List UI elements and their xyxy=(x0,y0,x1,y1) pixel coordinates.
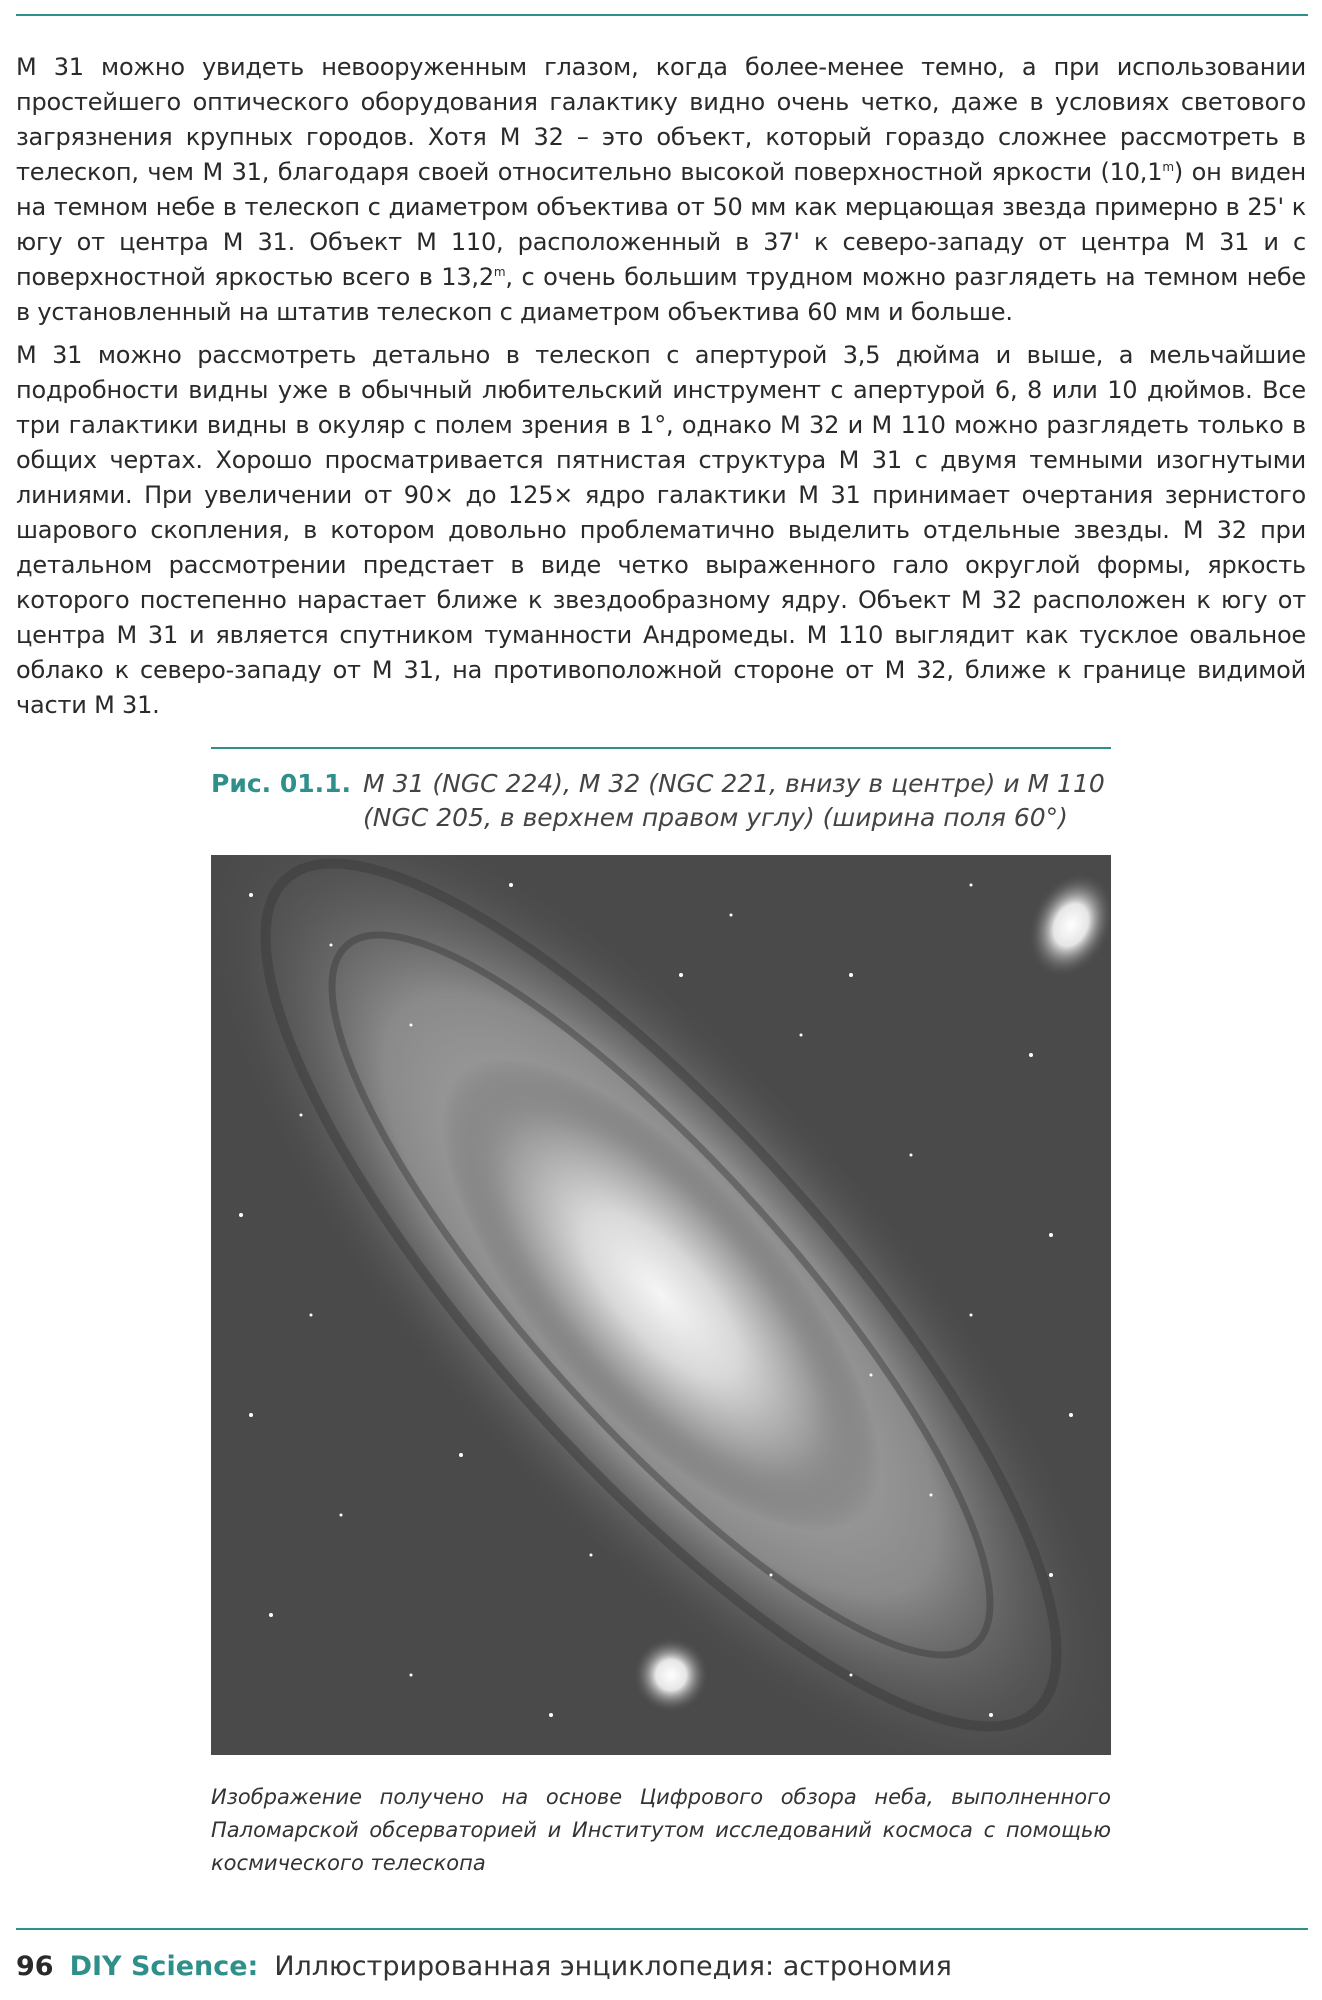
figure-caption xyxy=(211,767,1111,835)
paragraph-1-part-c: , с очень большим трудном можно разглядеть на темном небе в установленный на штатив телескоп с диаметром объектива 60 мм и больше. xyxy=(16,263,1306,326)
paragraph-1-part-b: ) он виден на темном небе в телескоп с диаметром объектива от 50 мм как мерцающая звезда примерно в 25' к югу от центра М 31. Объект М 110, расположенный в 37' к северо-западу от центра М 31 и с поверхностной яркостью всего в 13,2 xyxy=(16,158,1306,291)
galaxy-photo xyxy=(211,855,1111,1755)
book-title: Иллюстрированная энциклопедия: астрономия xyxy=(274,1951,952,1982)
paragraph-1-part-a: М 31 можно увидеть невооруженным глазом, когда более-менее темно, а при использовании простейшего оптического оборудования галактику видно очень четко, даже в условиях светового загрязнения крупных городов. Хотя М 32 – это объект, который гораздо сложнее рассмотреть в телескоп, чем М 31, благодаря своей относительно высокой поверхностной яркости (10,1 xyxy=(16,53,1306,186)
figure xyxy=(211,747,1111,1880)
figure-title: M 31 (NGC 224), M 32 (NGC 221, внизу в центре) и M 110 (NGC 205, в верхнем правом углу) (ширина поля 60°) xyxy=(363,769,1105,832)
page-number: 96 xyxy=(16,1951,54,1982)
figure-number: Рис. 01.1. xyxy=(211,769,352,798)
paragraph-1 xyxy=(16,50,1306,330)
top-rule xyxy=(16,14,1308,16)
paragraph-2: М 31 можно рассмотреть детально в телескоп с апертурой 3,5 дюйма и выше, а мельчайшие подробности видны уже в обычный любительский инструмент с апертурой 6, 8 или 10 дюймов. Все три галактики видны в окуляр с полем зрения в 1°, однако М 32 и М 110 можно разглядеть только в общих чертах. Хорошо просматривается пятнистая структура М 31 с двумя темными изогнутыми линиями. При увеличении от 90× до 125× ядро галактики М 31 принимает очертания зернистого шарового скопления, в котором довольно проблематично выделить отдельные звезды. М 32 при детальном рассмотрении предстает в виде четко выраженного гало округлой формы, яркость которого постепенно нарастает ближе к звездообразному ядру. Объект М 32 расположен к югу от центра М 31 и является спутником туманности Андромеды. М 110 выглядит как тусклое овальное облако к северо-западу от М 31, на противоположной стороне от М 32, ближе к границе видимой части М 31. xyxy=(16,341,1306,719)
figure-credit: Изображение получено на основе Цифрового обзора неба, выполненного Паломарской обсерваторией и Институтом исследований космоса с помощью космического телескопа xyxy=(211,1785,1111,1875)
magnitude-superscript: m xyxy=(493,265,506,279)
figure-rule xyxy=(211,747,1111,749)
series-name: DIY Science: xyxy=(69,1951,259,1982)
body-text xyxy=(16,50,1306,731)
magnitude-superscript: m xyxy=(1162,160,1174,174)
page-footer xyxy=(16,1950,952,1984)
bottom-rule xyxy=(16,1928,1308,1930)
